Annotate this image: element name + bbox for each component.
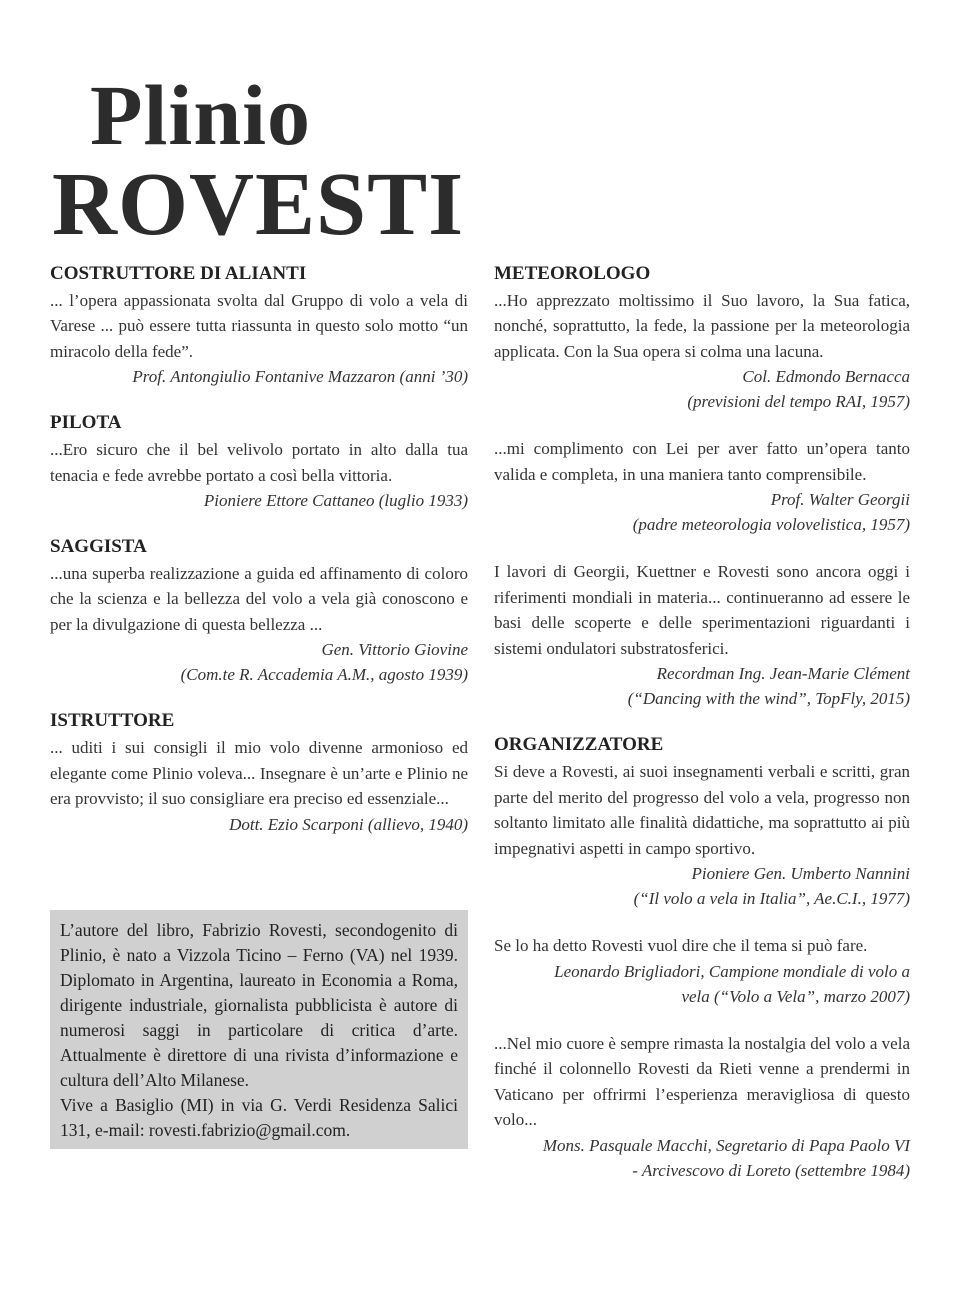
quote-attribution: Mons. Pasquale Macchi, Segretario di Papa Paolo VI [542, 1135, 910, 1155]
section-heading: ORGANIZZATORE [494, 734, 664, 756]
quote-text: ...mi complimento con Lei per aver fatto un’opera tanto valida e completa, in una maniera tanto comprensibile. [494, 439, 910, 484]
quote-attribution: vela (“Volo a Vela”, marzo 2007) [681, 986, 910, 1006]
section-pilota [50, 411, 468, 513]
quote-attribution: Prof. Antongiulio Fontanive Mazzaron (anni ’30) [132, 367, 468, 387]
quote-clement [494, 559, 910, 711]
quote-text: ...una superba realizzazione a guida ed affinamento di coloro che la scienza e la bellezza del volo a vela già conoscono e per la divulgazione di questa bellezza ... [50, 563, 468, 634]
quote-attribution: Pioniere Ettore Cattaneo (luglio 1933) [203, 491, 468, 510]
section-heading: METEOROLOGO [494, 263, 651, 284]
quote-attribution: Leonardo Brigliadori, Campione mondiale di volo a [554, 961, 910, 981]
quote-georgii [494, 436, 910, 537]
quote-attribution: Gen. Vittorio Giovine [321, 640, 468, 660]
quote-attribution: (“Dancing with the wind”, TopFly, 2015) [627, 689, 910, 709]
quote-attribution: (Com.te R. Accademia A.M., agosto 1939) [180, 665, 468, 685]
title-last-name: ROVESTI [52, 155, 465, 254]
left-column [50, 262, 468, 837]
quote-text: Se lo ha detto Rovesti vuol dire che il tema si può fare. [494, 936, 868, 955]
bio-contact: Vive a Basiglio (MI) in via G. Verdi Residenza Salici 131, e-mail: rovesti.fabrizio@gmail.com. [60, 1095, 458, 1140]
right-column [494, 262, 910, 1183]
quote-text: ... uditi i sui consigli il mio volo divenne armonioso ed elegante come Plinio voleva... Insegnare è un’arte e Plinio ne era provvisto; il suo consigliare era preciso ed essenziale... [50, 738, 468, 808]
quote-attribution: Dott. Ezio Scarponi (allievo, 1940) [229, 814, 468, 834]
section-istruttore [50, 709, 468, 836]
quote-attribution: Prof. Walter Georgii [770, 490, 910, 510]
quote-text: ...Nel mio cuore è sempre rimasta la nostalgia del volo a vela finché il colonnello Rovesti da Rieti venne a prendermi in Vaticano per offrirmi l’esperienza meravigliosa di questo volo... [494, 1033, 910, 1129]
quote-brigliadori [494, 933, 910, 1009]
section-organizzatore [494, 733, 910, 911]
quote-attribution: (padre meteorologia volovelistica, 1957) [632, 515, 910, 535]
quote-text: ... l’opera appassionata svolta dal Gruppo di volo a vela di Varese ... può essere tutta riassunta in questo solo motto “un miracolo della fede”. [50, 290, 468, 361]
quote-attribution: (previsioni del tempo RAI, 1957) [687, 392, 910, 412]
quote-text: ...Ero sicuro che il bel velivolo portato in alto dalla tua tenacia e fede avrebbe portato a così bella vittoria. [50, 440, 468, 485]
quote-attribution: - Arcivescovo di Loreto (settembre 1984) [632, 1160, 910, 1180]
quote-attribution: (“Il volo a vela in Italia”, Ae.C.I., 1977) [633, 889, 910, 908]
section-saggista [50, 535, 468, 687]
section-heading: SAGGISTA [50, 536, 147, 557]
quote-text: Si deve a Rovesti, ai suoi insegnamenti verbali e scritti, gran parte del merito del progresso del volo a vela, progresso non soltanto limitato alle finalità didattiche, ma soprattutto ai più impegnativi aspetti in campo sportivo. [494, 762, 910, 858]
author-bio-box [50, 910, 468, 1149]
quote-text: I lavori di Georgii, Kuettner e Rovesti sono ancora oggi i riferimenti mondiali in materia... continueranno ad essere le basi delle scoperte e delle sperimentazioni riguardanti i sistemi ondulatori substratosferici. [494, 562, 910, 658]
section-meteorologo [494, 262, 910, 414]
quote-text: ...Ho apprezzato moltissimo il Suo lavoro, la Sua fatica, nonché, soprattutto, la fede, la passione per la meteorologia applicata. Con la Sua opera si colma una lacuna. [494, 290, 910, 361]
quote-attribution: Recordman Ing. Jean-Marie Clément [656, 664, 910, 684]
section-heading: COSTRUTTORE DI ALIANTI [50, 263, 307, 284]
quote-attribution: Pioniere Gen. Umberto Nannini [691, 864, 910, 883]
quote-attribution: Col. Edmondo Bernacca [742, 367, 910, 387]
title-first-name: Plinio [90, 67, 312, 163]
bio-paragraph: L’autore del libro, Fabrizio Rovesti, secondogenito di Plinio, è nato a Vizzola Ticino – Ferno (VA) nel 1939. Diplomato in Argentina, laureato in Economia a Roma, dirigente industriale, giornalista pubblicista è autore di numerosi saggi in particolare di critica d’arte. Attualmente è direttore di una rivista d’informazione e cultura dell’Alto Milanese. [60, 920, 458, 1090]
section-heading: PILOTA [50, 412, 122, 434]
section-costruttore [50, 262, 468, 389]
section-heading: ISTRUTTORE [50, 710, 175, 732]
quote-macchi [494, 1031, 910, 1183]
